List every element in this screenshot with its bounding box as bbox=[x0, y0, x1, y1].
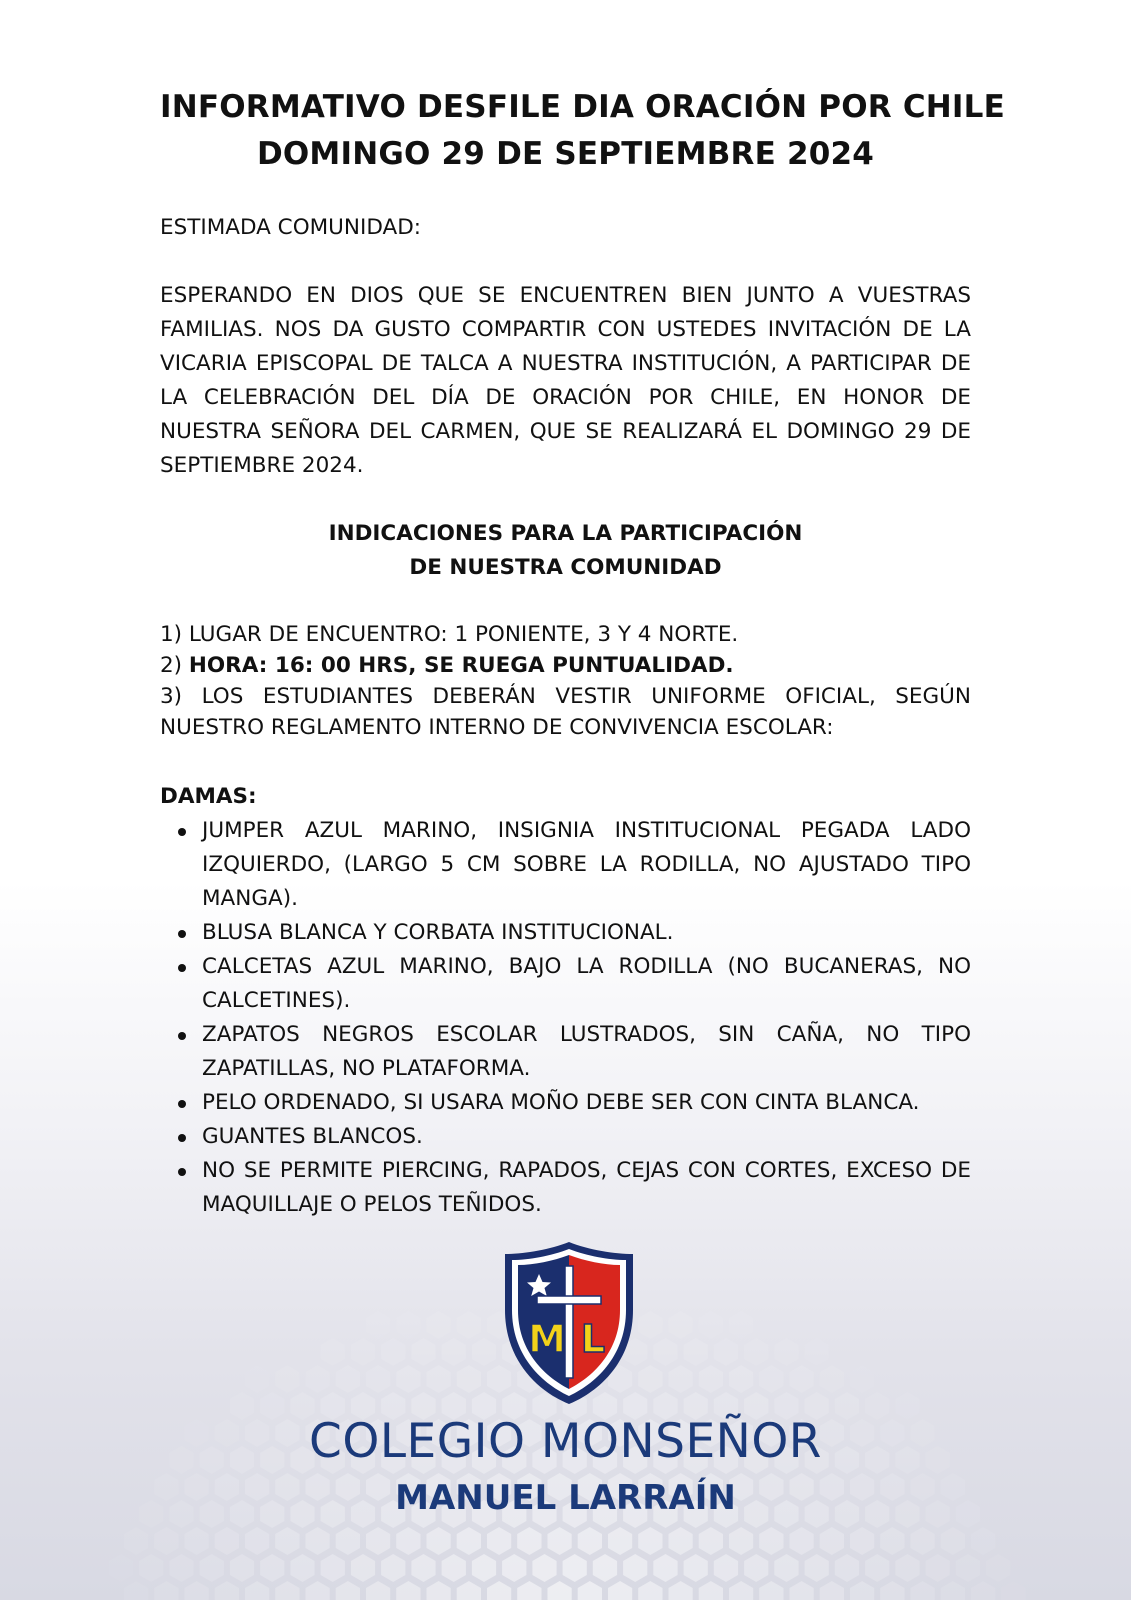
hexagon-shape bbox=[744, 1554, 768, 1582]
hexagon-shape bbox=[442, 1338, 466, 1366]
hexagon-shape bbox=[729, 1527, 753, 1555]
hexagon-shape bbox=[442, 1554, 466, 1582]
hexagon-shape bbox=[457, 1581, 481, 1600]
hexagon-shape bbox=[411, 1554, 435, 1582]
hexagon-shape bbox=[215, 1581, 239, 1600]
damas-list bbox=[160, 814, 971, 1222]
hexagon-shape bbox=[669, 1311, 693, 1339]
hexagon-shape bbox=[805, 1338, 829, 1366]
hexagon-shape bbox=[321, 1338, 345, 1366]
hexagon-shape bbox=[880, 1581, 904, 1600]
hexagon-shape bbox=[608, 1527, 632, 1555]
hexagon-shape bbox=[457, 1365, 481, 1393]
hexagon-shape bbox=[790, 1365, 814, 1393]
hexagon-shape bbox=[578, 1527, 602, 1555]
hexagon-shape bbox=[699, 1365, 723, 1393]
hexagon-shape bbox=[215, 1527, 239, 1555]
school-name-line-2: MANUEL LARRAÍN bbox=[395, 1478, 736, 1518]
hexagon-shape bbox=[1001, 1581, 1025, 1600]
hexagon-shape bbox=[381, 1554, 405, 1582]
instruction-time-text: HORA: 16: 00 HRS, SE RUEGA PUNTUALIDAD. bbox=[188, 653, 734, 678]
hexagon-shape bbox=[124, 1527, 148, 1555]
instruction-time bbox=[160, 650, 971, 681]
hexagon-shape bbox=[790, 1527, 814, 1555]
hexagon-shape bbox=[653, 1554, 677, 1582]
hexagon-shape bbox=[638, 1311, 662, 1339]
hexagon-shape bbox=[956, 1554, 980, 1582]
hexagon-shape bbox=[911, 1527, 935, 1555]
hexagon-shape bbox=[759, 1581, 783, 1600]
hexagon-shape bbox=[185, 1527, 209, 1555]
hexagon-shape bbox=[608, 1581, 632, 1600]
hexagon-shape bbox=[563, 1554, 587, 1582]
hexagon-shape bbox=[850, 1581, 874, 1600]
hexagon-shape bbox=[396, 1311, 420, 1339]
hexagon-shape bbox=[941, 1527, 965, 1555]
hexagon-shape bbox=[275, 1581, 299, 1600]
hexagon-shape bbox=[986, 1554, 1010, 1582]
hexagon-shape bbox=[124, 1581, 148, 1600]
hexagon-shape bbox=[941, 1581, 965, 1600]
hexagon-shape bbox=[366, 1365, 390, 1393]
hexagon-shape bbox=[729, 1311, 753, 1339]
hexagon-shape bbox=[487, 1527, 511, 1555]
hexagon-shape bbox=[517, 1527, 541, 1555]
hexagon-shape bbox=[457, 1311, 481, 1339]
hexagon-shape bbox=[245, 1527, 269, 1555]
hexagon-shape bbox=[351, 1338, 375, 1366]
hexagon-shape bbox=[336, 1581, 360, 1600]
hexagon-shape bbox=[427, 1527, 451, 1555]
hexagon-shape bbox=[275, 1365, 299, 1393]
instructions-heading-line-2: DE NUESTRA COMUNIDAD bbox=[409, 555, 722, 580]
hexagon-shape bbox=[245, 1581, 269, 1600]
hexagon-shape bbox=[820, 1365, 844, 1393]
hexagon-shape bbox=[926, 1554, 950, 1582]
hexagon-shape bbox=[805, 1554, 829, 1582]
document-title bbox=[160, 84, 1005, 178]
hexagon-shape bbox=[351, 1554, 375, 1582]
hexagon-shape bbox=[729, 1581, 753, 1600]
list-item: ZAPATOS NEGROS ESCOLAR LUSTRADOS, SIN CAÑA, NO TIPO ZAPATILLAS, NO PLATAFORMA. bbox=[202, 1018, 971, 1086]
crest-letter-l: L bbox=[580, 1317, 606, 1361]
hexagon-shape bbox=[245, 1365, 269, 1393]
hexagon-shape bbox=[154, 1527, 178, 1555]
hexagon-shape bbox=[971, 1581, 995, 1600]
hexagon-shape bbox=[275, 1527, 299, 1555]
hexagon-shape bbox=[759, 1527, 783, 1555]
list-item: CALCETAS AZUL MARINO, BAJO LA RODILLA (NO BUCANERAS, NO CALCETINES). bbox=[202, 950, 971, 1018]
crest-cross-horizontal bbox=[537, 1296, 601, 1304]
hexagon-shape bbox=[472, 1554, 496, 1582]
hexagon-shape bbox=[396, 1527, 420, 1555]
hexagon-shape bbox=[306, 1365, 330, 1393]
hexagon-shape bbox=[669, 1527, 693, 1555]
hexagon-shape bbox=[911, 1581, 935, 1600]
hexagon-shape bbox=[185, 1581, 209, 1600]
hexagon-shape bbox=[200, 1554, 224, 1582]
crest-letter-m: M bbox=[528, 1317, 566, 1361]
hexagon-shape bbox=[487, 1581, 511, 1600]
hexagon-shape bbox=[169, 1554, 193, 1582]
hexagon-shape bbox=[366, 1581, 390, 1600]
hexagon-shape bbox=[638, 1527, 662, 1555]
school-name-line-1: COLEGIO MONSEÑOR bbox=[309, 1414, 822, 1469]
hexagon-shape bbox=[548, 1581, 572, 1600]
hexagon-shape bbox=[336, 1527, 360, 1555]
hexagon-shape bbox=[638, 1581, 662, 1600]
instruction-time-number: 2) bbox=[160, 653, 189, 678]
title-line-2: DOMINGO 29 DE SEPTIEMBRE 2024 bbox=[256, 136, 875, 172]
greeting: ESTIMADA COMUNIDAD: bbox=[160, 215, 422, 240]
hexagon-shape bbox=[729, 1365, 753, 1393]
list-item: GUANTES BLANCOS. bbox=[202, 1120, 971, 1154]
hexagon-shape bbox=[895, 1554, 919, 1582]
hexagon-shape bbox=[290, 1554, 314, 1582]
hexagon-shape bbox=[306, 1527, 330, 1555]
hexagon-shape bbox=[684, 1338, 708, 1366]
flyer-content bbox=[160, 0, 1005, 1222]
crest-cross-vertical bbox=[565, 1266, 573, 1378]
hexagon-shape bbox=[472, 1338, 496, 1366]
hexagon-shape bbox=[669, 1365, 693, 1393]
hexagon-shape bbox=[699, 1581, 723, 1600]
hexagon-shape bbox=[699, 1527, 723, 1555]
hexagon-shape bbox=[457, 1527, 481, 1555]
instructions-heading bbox=[160, 517, 971, 585]
hexagon-shape bbox=[336, 1365, 360, 1393]
hexagon-shape bbox=[427, 1581, 451, 1600]
instructions-list bbox=[160, 619, 971, 743]
list-item: JUMPER AZUL MARINO, INSIGNIA INSTITUCIONAL PEGADA LADO IZQUIERDO, (LARGO 5 CM SOBRE LA RODILLA, NO AJUSTADO TIPO MANGA). bbox=[202, 814, 971, 916]
hexagon-shape bbox=[880, 1527, 904, 1555]
hexagon-shape bbox=[517, 1581, 541, 1600]
hexagon-shape bbox=[260, 1554, 284, 1582]
hexagon-shape bbox=[411, 1338, 435, 1366]
hexagon-shape bbox=[820, 1527, 844, 1555]
hexagon-shape bbox=[427, 1365, 451, 1393]
hexagon-shape bbox=[653, 1338, 677, 1366]
hexagon-shape bbox=[759, 1365, 783, 1393]
hexagon-shape bbox=[714, 1554, 738, 1582]
hexagon-shape bbox=[502, 1554, 526, 1582]
damas-heading: DAMAS: bbox=[160, 784, 257, 809]
hexagon-shape bbox=[321, 1554, 345, 1582]
instruction-uniform: 3) LOS ESTUDIANTES DEBERÁN VESTIR UNIFORME OFICIAL, SEGÚN NUESTRO REGLAMENTO INTERNO DE CONVIVENCIA ESCOLAR: bbox=[160, 684, 971, 740]
hexagon-shape bbox=[744, 1338, 768, 1366]
hexagon-shape bbox=[381, 1338, 405, 1366]
hexagon-shape bbox=[306, 1581, 330, 1600]
hexagon-shape bbox=[578, 1581, 602, 1600]
school-crest-logo bbox=[501, 1240, 637, 1406]
hexagon-shape bbox=[669, 1581, 693, 1600]
hexagon-shape bbox=[820, 1581, 844, 1600]
hexagon-shape bbox=[699, 1311, 723, 1339]
hexagon-shape bbox=[366, 1527, 390, 1555]
hexagon-shape bbox=[684, 1554, 708, 1582]
hexagon-shape bbox=[532, 1554, 556, 1582]
hexagon-shape bbox=[790, 1581, 814, 1600]
hexagon-shape bbox=[638, 1365, 662, 1393]
hexagon-shape bbox=[865, 1554, 889, 1582]
instructions-heading-line-1: INDICACIONES PARA LA PARTICIPACIÓN bbox=[328, 521, 803, 546]
hexagon-shape bbox=[850, 1365, 874, 1393]
hexagon-shape bbox=[714, 1338, 738, 1366]
hexagon-shape bbox=[366, 1311, 390, 1339]
hexagon-shape bbox=[774, 1338, 798, 1366]
intro-paragraph: ESPERANDO EN DIOS QUE SE ENCUENTREN BIEN JUNTO A VUESTRAS FAMILIAS. NOS DA GUSTO COMPARTIR CON USTEDES INVITACIÓN DE LA VICARIA EPISCOPAL DE TALCA A NUESTRA INSTITUCIÓN, A PARTICIPAR DE LA CELEBRACIÓN DEL DÍA DE ORACIÓN POR CHILE, EN HONOR DE NUESTRA SEÑORA DEL CARMEN, QUE SE REALIZARÁ EL DOMINGO 29 DE SEPTIEMBRE 2024. bbox=[160, 283, 971, 478]
hexagon-shape bbox=[154, 1581, 178, 1600]
hexagon-shape bbox=[774, 1554, 798, 1582]
hexagon-shape bbox=[971, 1527, 995, 1555]
hexagon-shape bbox=[850, 1527, 874, 1555]
hexagon-shape bbox=[548, 1527, 572, 1555]
title-line-1: INFORMATIVO DESFILE DIA ORACIÓN POR CHILE bbox=[160, 89, 1005, 125]
list-item: PELO ORDENADO, SI USARA MOÑO DEBE SER CON CINTA BLANCA. bbox=[202, 1086, 971, 1120]
list-item: NO SE PERMITE PIERCING, RAPADOS, CEJAS CON CORTES, EXCESO DE MAQUILLAJE O PELOS TEÑIDOS. bbox=[202, 1154, 971, 1222]
list-item: BLUSA BLANCA Y CORBATA INSTITUCIONAL. bbox=[202, 916, 971, 950]
hexagon-shape bbox=[230, 1554, 254, 1582]
hexagon-shape bbox=[427, 1311, 451, 1339]
hexagon-shape bbox=[623, 1554, 647, 1582]
hexagon-shape bbox=[593, 1554, 617, 1582]
hexagon-shape bbox=[109, 1554, 133, 1582]
hexagon-shape bbox=[396, 1581, 420, 1600]
instruction-meeting-place: 1) LUGAR DE ENCUENTRO: 1 PONIENTE, 3 Y 4 NORTE. bbox=[160, 622, 739, 647]
hexagon-shape bbox=[835, 1554, 859, 1582]
hexagon-shape bbox=[139, 1554, 163, 1582]
hexagon-shape bbox=[396, 1365, 420, 1393]
